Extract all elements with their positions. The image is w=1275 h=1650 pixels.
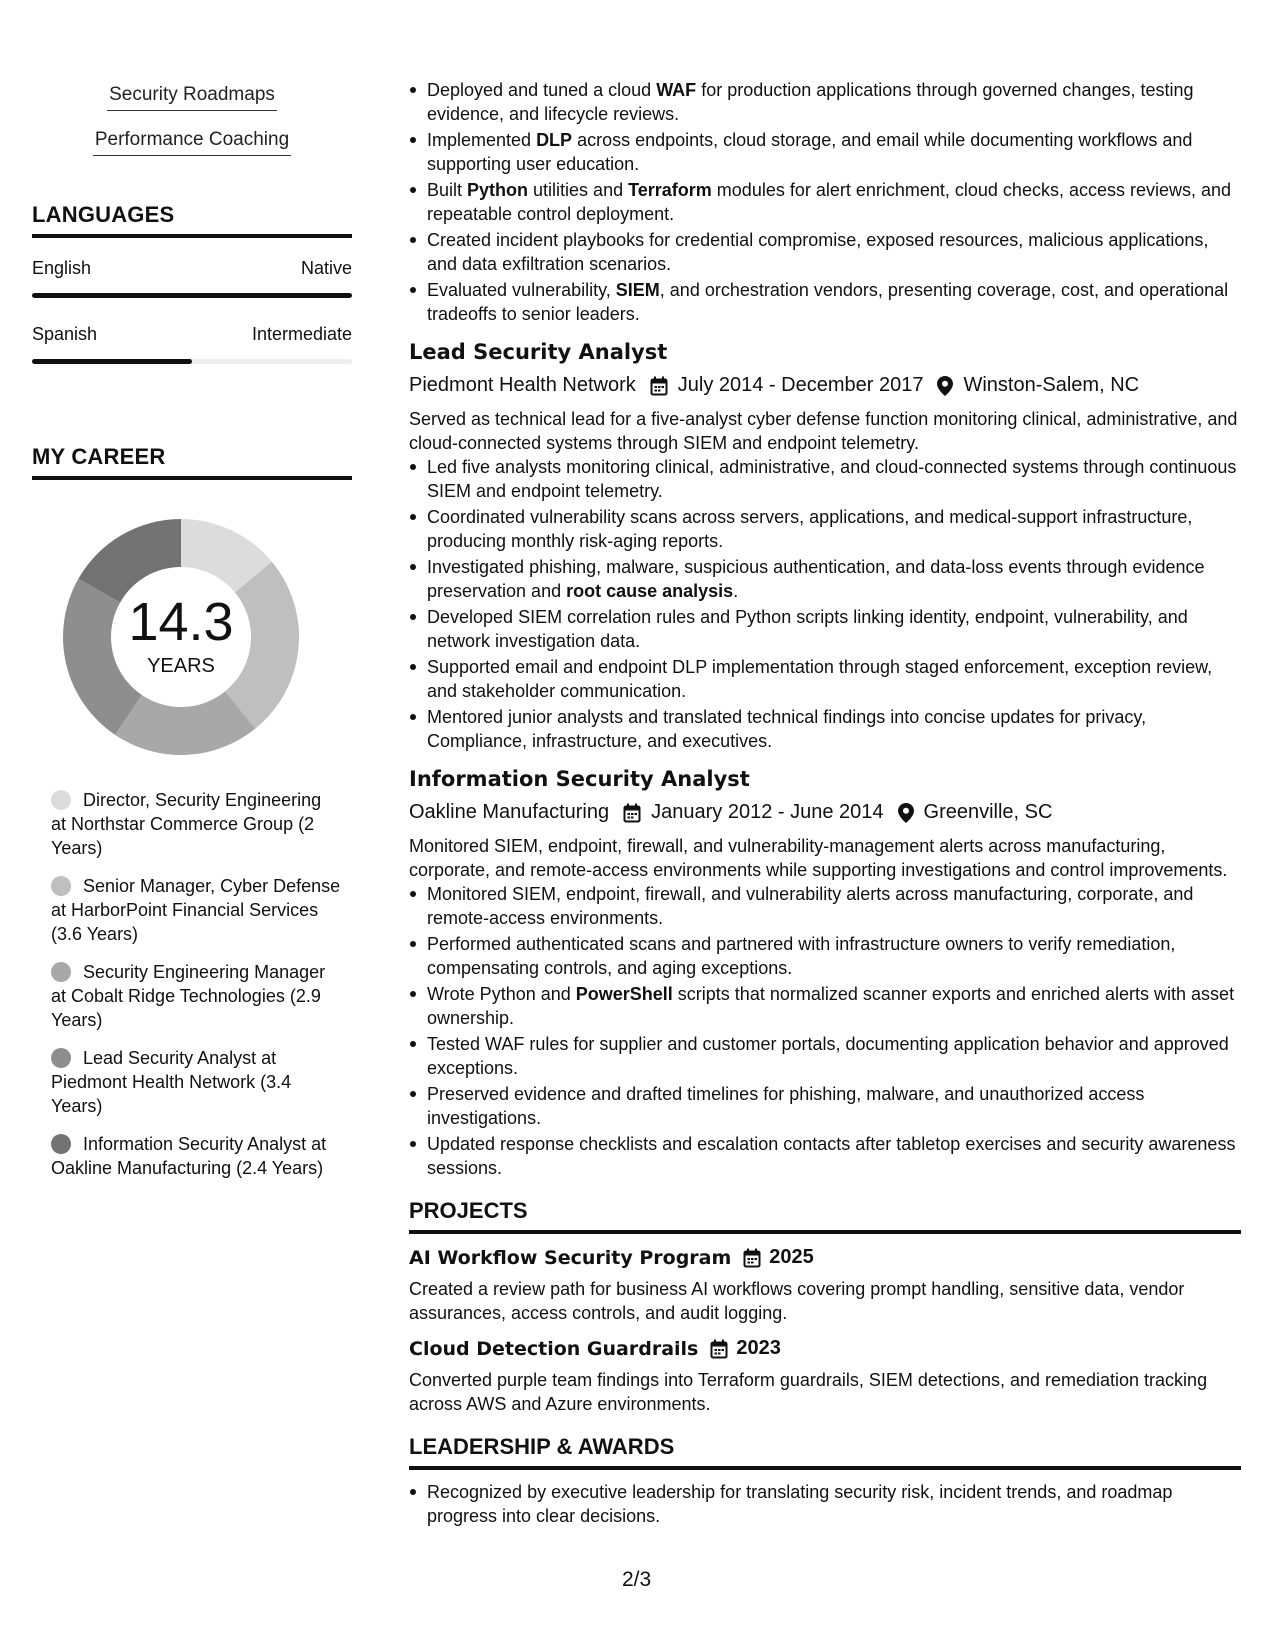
- experience-bullets: [409, 78, 1241, 326]
- bullet-item: Updated response checklists and escalation contacts after tabletop exercises and security awareness sessions.: [427, 1132, 1241, 1180]
- language-proficiency-bar: [32, 293, 352, 298]
- legend-dot-icon: [51, 1134, 71, 1154]
- job-meta: [409, 374, 1241, 397]
- main-column: [409, 78, 1241, 1530]
- job-information-security-analyst: [409, 767, 1241, 1180]
- career-legend-label: Lead Security Analyst at Piedmont Health Network (3.4 Years): [51, 1048, 292, 1116]
- location-pin-icon: [937, 376, 953, 396]
- career-legend: [51, 788, 341, 1180]
- bullet-item: Tested WAF rules for supplier and customer portals, documenting application behavior and approved exceptions.: [427, 1032, 1241, 1080]
- job-meta: [409, 801, 1241, 824]
- language-proficiency-bar: [32, 359, 352, 364]
- bullet-item: Mentored junior analysts and translated technical findings into concise updates for privacy, Compliance, infrastructure, and executives.: [427, 705, 1241, 753]
- bullet-item: Developed SIEM correlation rules and Python scripts linking identity, endpoint, vulnerability, and network investigation data.: [427, 605, 1241, 653]
- legend-dot-icon: [51, 876, 71, 896]
- bullet-item: Investigated phishing, malware, suspicious authentication, and data-loss events through evidence preservation and root cause analysis.: [427, 555, 1241, 603]
- job-lead-security-analyst: [409, 340, 1241, 753]
- legend-dot-icon: [51, 790, 71, 810]
- bullet-item: Created incident playbooks for credential compromise, exposed resources, malicious applications, and data exfiltration scenarios.: [427, 228, 1241, 276]
- career-donut-center: [56, 512, 306, 762]
- career-legend-label: Information Security Analyst at Oakline Manufacturing (2.4 Years): [51, 1134, 327, 1178]
- project-year: 2023: [736, 1337, 781, 1359]
- career-donut-chart: [56, 512, 306, 762]
- career-legend-label: Security Engineering Manager at Cobalt Ridge Technologies (2.9 Years): [51, 962, 326, 1030]
- sidebar: [32, 82, 352, 1194]
- language-proficiency-fill: [32, 293, 352, 298]
- job-title: Lead Security Analyst: [409, 340, 668, 364]
- language-level: Intermediate: [251, 324, 352, 344]
- bullet-item: Recognized by executive leadership for translating security risk, incident trends, and roadmap progress into clear decisions.: [427, 1480, 1241, 1528]
- job-dates: July 2014 - December 2017: [677, 374, 924, 396]
- project-item: [409, 1337, 1241, 1416]
- project-year: 2025: [769, 1246, 814, 1268]
- job-location: Greenville, SC: [923, 801, 1053, 823]
- job-location: Winston-Salem, NC: [963, 374, 1140, 396]
- language-spanish: [32, 324, 352, 364]
- bullet-item: Deployed and tuned a cloud WAF for production applications through governed changes, testing evidence, and lifecycle reviews.: [427, 78, 1241, 126]
- career-legend-item: [51, 960, 341, 1032]
- bullet-item: Implemented DLP across endpoints, cloud storage, and email while documenting workflows and supporting user education.: [427, 128, 1241, 176]
- language-name: Spanish: [32, 324, 98, 344]
- calendar-icon: [623, 803, 641, 823]
- legend-dot-icon: [51, 962, 71, 982]
- language-proficiency-fill: [32, 359, 192, 364]
- project-title: Cloud Detection Guardrails: [409, 1337, 699, 1360]
- career-total-years: 14.3: [128, 591, 234, 652]
- career-legend-item: [51, 1132, 341, 1180]
- job-summary: Served as technical lead for a five-analyst cyber defense function monitoring clinical, administrative, and cloud-connected systems through SIEM and endpoint telemetry.: [409, 409, 1238, 453]
- job-dates: January 2012 - June 2014: [651, 801, 884, 823]
- bullet-item: Wrote Python and PowerShell scripts that normalized scanner exports and enriched alerts with asset ownership.: [427, 982, 1241, 1030]
- bullet-item: Supported email and endpoint DLP implementation through staged enforcement, exception review, and stakeholder communication.: [427, 655, 1241, 703]
- bullet-item: Led five analysts monitoring clinical, administrative, and cloud-connected systems through continuous SIEM and endpoint telemetry.: [427, 455, 1241, 503]
- job-company: Piedmont Health Network: [409, 374, 636, 396]
- job-company: Oakline Manufacturing: [409, 801, 610, 823]
- calendar-icon: [650, 376, 668, 396]
- language-level: Native: [300, 258, 352, 278]
- language-name: English: [32, 258, 92, 278]
- career-total-unit: YEARS: [147, 654, 215, 677]
- bullet-item: Preserved evidence and drafted timelines for phishing, malware, and unauthorized access investigations.: [427, 1082, 1241, 1130]
- awards-heading: LEADERSHIP & AWARDS: [409, 1434, 1241, 1470]
- job-bullets: [409, 455, 1241, 753]
- projects-heading: PROJECTS: [409, 1198, 1241, 1234]
- project-title: AI Workflow Security Program: [409, 1246, 732, 1269]
- calendar-icon: [743, 1248, 761, 1268]
- job-title: Information Security Analyst: [409, 767, 750, 791]
- career-legend-label: Senior Manager, Cyber Defense at HarborPoint Financial Services (3.6 Years): [51, 876, 341, 944]
- job-summary: Monitored SIEM, endpoint, firewall, and vulnerability-management alerts across manufacturing, corporate, and remote-access environments while supporting investigations and control improvements.: [409, 836, 1228, 880]
- languages-heading: LANGUAGES: [32, 202, 352, 238]
- language-english: [32, 258, 352, 298]
- skill-item: Performance Coaching: [93, 127, 291, 156]
- skill-item: Security Roadmaps: [107, 82, 277, 111]
- skill-list: [32, 82, 352, 172]
- career-legend-item: [51, 874, 341, 946]
- location-pin-icon: [898, 803, 914, 823]
- awards-bullets: [409, 1480, 1241, 1528]
- bullet-item: Performed authenticated scans and partnered with infrastructure owners to verify remediation, compensating controls, and aging exceptions.: [427, 932, 1241, 980]
- career-legend-item: [51, 1046, 341, 1118]
- project-description: Converted purple team findings into Terraform guardrails, SIEM detections, and remediation tracking across AWS and Azure environments.: [409, 1370, 1208, 1414]
- bullet-item: Built Python utilities and Terraform modules for alert enrichment, cloud checks, access reviews, and repeatable control deployment.: [427, 178, 1241, 226]
- career-legend-label: Director, Security Engineering at Northstar Commerce Group (2 Years): [51, 790, 322, 858]
- job-bullets: [409, 882, 1241, 1180]
- bullet-item: Coordinated vulnerability scans across servers, applications, and medical-support infrastructure, producing monthly risk-aging reports.: [427, 505, 1241, 553]
- project-item: [409, 1246, 1241, 1325]
- calendar-icon: [710, 1339, 728, 1359]
- bullet-item: Monitored SIEM, endpoint, firewall, and vulnerability alerts across manufacturing, corporate, and remote-access environments.: [427, 882, 1241, 930]
- legend-dot-icon: [51, 1048, 71, 1068]
- career-heading: MY CAREER: [32, 444, 352, 480]
- page-number: 2/3: [622, 1568, 652, 1591]
- career-legend-item: [51, 788, 341, 860]
- bullet-item: Evaluated vulnerability, SIEM, and orchestration vendors, presenting coverage, cost, and operational tradeoffs to senior leaders.: [427, 278, 1241, 326]
- project-description: Created a review path for business AI workflows covering prompt handling, sensitive data, vendor assurances, access controls, and audit logging.: [409, 1279, 1185, 1323]
